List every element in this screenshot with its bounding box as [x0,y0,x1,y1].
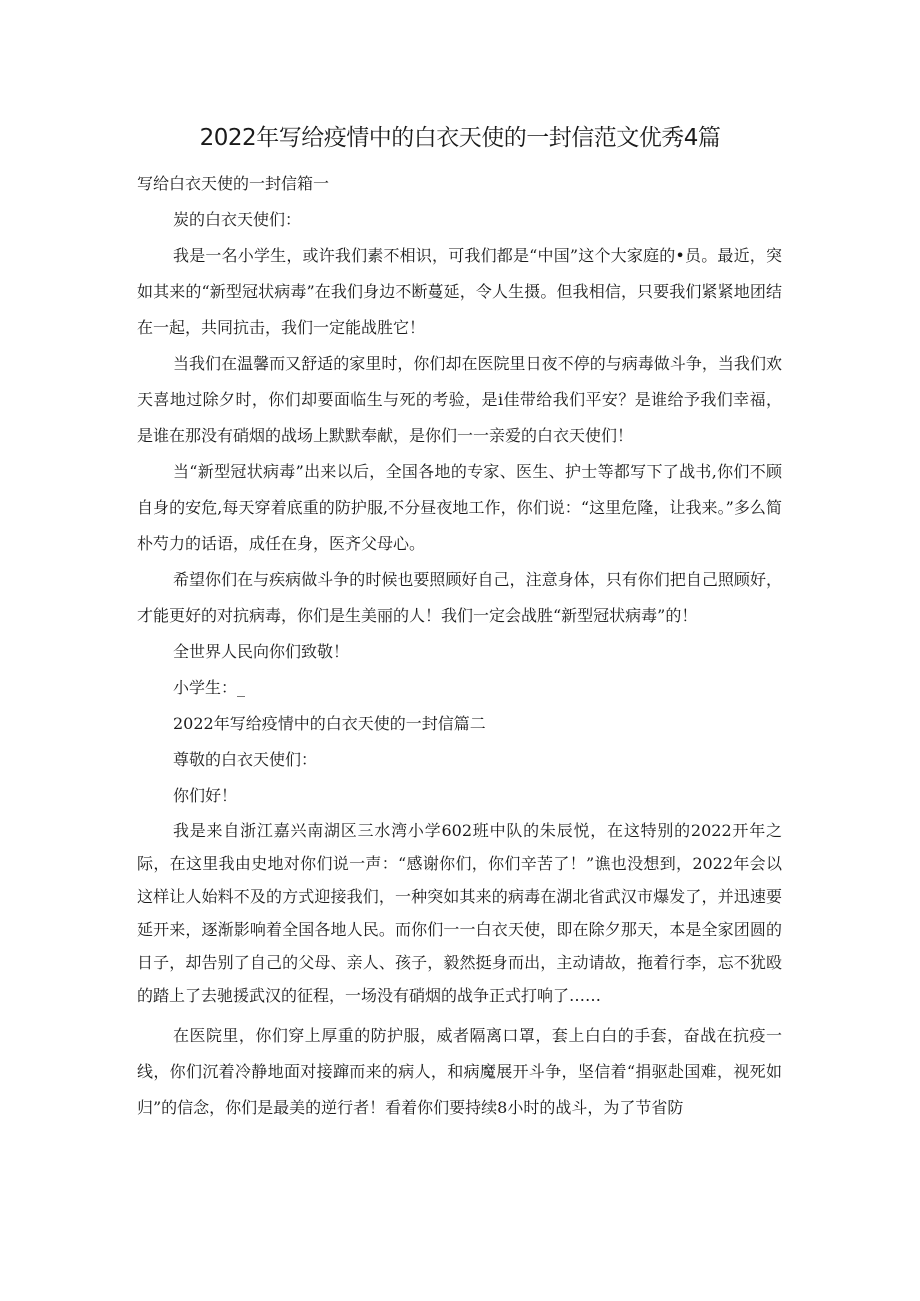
section-heading: 写给白衣天使的一封信箱一 [137,174,330,193]
paragraph: 在医院里，你们穿上厚重的防护服，威者隔离口罩，套上白白的手套，奋战在抗疫一线，你们沉着冷静地面对接蹿而来的病人，和病魔展开斗争，坚信着“捐驱赴国难，视死如归”的信念，你们是最美的逆行者！看着你们要持续8小时的战斗，为了节省防 [137,1026,782,1117]
paragraph: 希望你们在与疾病做斗争的时候也要照顾好自己，注意身体，只有你们把自己照顾好，才能更好的对抗病毒，你们是生美丽的人！我们一定会战胜“新型冠状病毒”的！ [137,570,782,625]
section-heading: 2022年写给疫情中的白衣天使的一封信篇二 [173,714,486,733]
greeting: 你们好！ [173,786,238,805]
paragraph: 我是一名小学生，或许我们素不相识，可我们都是“中国”这个大家庭的•员。最近，突如其来的“新型冠状病毒”在我们身边不断蔓延，令人生摄。但我相信，只要我们紧紧地团结在一起，共同抗击，我们一定能战胜它！ [137,246,782,337]
paragraph: 我是来自浙江嘉兴南湖区三水湾小学602班中队的朱辰悦，在这特别的2022开年之际，在这里我由史地对你们说一声：“感谢你们，你们辛苦了！”谯也没想到，2022年会以这样让人始料不及的方式迎接我们，一种突如其来的病毒在湖北省武汉市爆发了，并迅速要延开来，逐渐影响着全国各地人民。而你们一一白衣天使，即在除夕那天，本是全家团圆的日子，却告别了自己的父母、亲人、孩子，毅然挺身而出，主动请故，拖着行李，忘不犹殴的踏上了去驰援武汉的征程，一场没有硝烟的战争正式打响了…… [137,821,782,1005]
closing-line: 全世界人民向你们致敬！ [173,642,350,661]
paragraph: 当我们在温馨而又舒适的家里时，你们却在医院里日夜不停的与病毒做斗争，当我们欢天喜地过除夕时，你们却要面临生与死的考验，是i佳带给我们平安？是谁给予我们幸福，是谁在那没有硝烟的战场上默默奉献，是你们一一亲爱的白衣天使们！ [137,354,782,445]
document-title: 2022年写给疫情中的白衣天使的一封信范文优秀4篇 [199,125,721,151]
salutation: 炭的白衣天使们： [173,210,302,229]
paragraph: 当“新型冠状病毒”出来以后，全国各地的专家、医生、护士等都写下了战书,你们不顾自身的安危,每天穿着底重的防护服,不分昼夜地工作，你们说：“这里危隆，让我来。”多么简朴芍力的话语，成任在身，医齐父母心。 [137,462,782,553]
document-body [137,166,782,1126]
signature-line: 小学生：_ [173,678,246,697]
salutation: 尊敬的白衣天使们： [173,750,318,769]
